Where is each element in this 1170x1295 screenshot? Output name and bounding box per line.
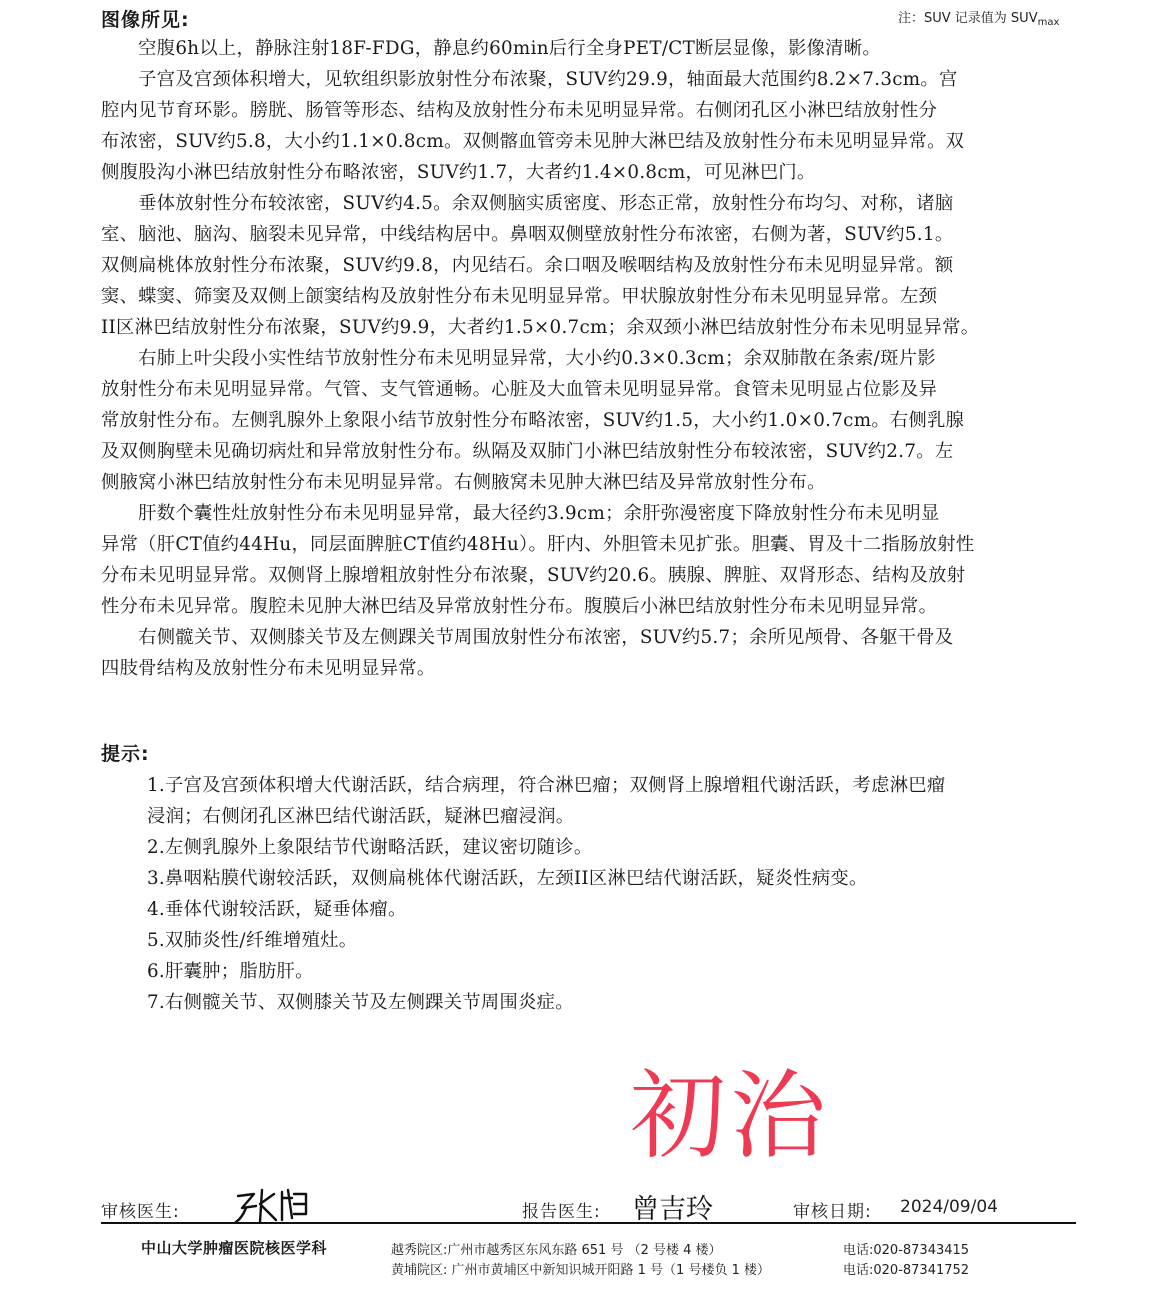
footer-divider	[101, 1222, 1076, 1224]
address-yuexiu: 越秀院区:广州市越秀区东风东路 651 号 （2 号楼 4 楼）	[391, 1243, 722, 1258]
findings-line: 及双侧胸壁未见确切病灶和异常放射性分布。纵隔及双肺门小淋巴结放射性分布较浓密，SUV约2.7。左	[101, 441, 954, 462]
impression-body	[147, 770, 1077, 1018]
suv-note-text: 注：SUV 记录值为 SUV	[898, 11, 1038, 26]
reporter-label: 报告医生:	[522, 1202, 601, 1222]
findings-line: 窦、蝶窦、筛窦及双侧上颌窦结构及放射性分布未见明显异常。甲状腺放射性分布未见明显异常。左颈	[101, 286, 938, 307]
phone-huangpu: 电话:020-87341752	[843, 1263, 970, 1278]
reviewer-label: 审核医生:	[101, 1202, 180, 1222]
impression-line: 浸润；右侧闭孔区淋巴结代谢活跃，疑淋巴瘤浸润。	[147, 806, 575, 827]
suv-note	[898, 7, 1059, 28]
impression-line: 7.右侧髋关节、双侧膝关节及左侧踝关节周围炎症。	[147, 992, 574, 1013]
findings-line: 常放射性分布。左侧乳腺外上象限小结节放射性分布略浓密，SUV约1.5，大小约1.0×0.7cm。右侧乳腺	[101, 410, 965, 431]
impression-line: 2.左侧乳腺外上象限结节代谢略活跃，建议密切随诊。	[147, 837, 593, 858]
findings-line: 双侧扁桃体放射性分布浓聚，SUV约9.8，内见结石。余口咽及喉咽结构及放射性分布未见明显异常。额	[101, 255, 954, 276]
findings-line: 四肢骨结构及放射性分布未见明显异常。	[101, 658, 436, 679]
initial-treatment-stamp: 初治	[630, 1060, 830, 1172]
findings-line: 分布未见明显异常。双侧肾上腺增粗放射性分布浓聚，SUV约20.6。胰腺、脾脏、双肾形态、结构及放射	[101, 565, 966, 586]
impression-line: 5.双肺炎性/纤维增殖灶。	[147, 930, 358, 951]
findings-line: 放射性分布未见明显异常。气管、支气管通畅。心脏及大血管未见明显异常。食管未见明显占位影及异	[101, 379, 938, 400]
review-date-label: 审核日期:	[793, 1202, 872, 1222]
review-date-value: 2024/09/04	[900, 1197, 998, 1217]
findings-line: 右侧髋关节、双侧膝关节及左侧踝关节周围放射性分布浓密，SUV约5.7；余所见颅骨、各躯干骨及	[101, 627, 954, 648]
findings-line: 空腹6h以上，静脉注射18F-FDG，静息约60min后行全身PET/CT断层显像，影像清晰。	[101, 38, 881, 59]
findings-line: 异常（肝CT值约44Hu，同层面脾脏CT值约48Hu）。肝内、外胆管未见扩张。胆囊、胃及十二指肠放射性	[101, 534, 975, 555]
phone-yuexiu: 电话:020-87343415	[843, 1243, 970, 1258]
suv-note-subscript: max	[1037, 17, 1060, 28]
address-huangpu: 黄埔院区: 广州市黄埔区中新知识城开阳路 1 号（1 号楼负 1 楼）	[391, 1263, 770, 1278]
findings-line: 肝数个囊性灶放射性分布未见明显异常，最大径约3.9cm；余肝弥漫密度下降放射性分布未见明显	[101, 503, 940, 524]
impression-line: 1.子宫及宫颈体积增大代谢活跃，结合病理，符合淋巴瘤；双侧肾上腺增粗代谢活跃，考虑淋巴瘤	[147, 775, 946, 796]
findings-body	[101, 33, 1081, 684]
impression-line: 3.鼻咽粘膜代谢较活跃，双侧扁桃体代谢活跃，左颈II区淋巴结代谢活跃，疑炎性病变。	[147, 868, 868, 889]
reporter-name: 曾吉玲	[632, 1194, 713, 1225]
findings-line: 腔内见节育环影。膀胱、肠管等形态、结构及放射性分布未见明显异常。右侧闭孔区小淋巴结放射性分	[101, 100, 938, 121]
impression-title: 提示:	[101, 743, 150, 765]
impression-line: 4.垂体代谢较活跃，疑垂体瘤。	[147, 899, 407, 920]
findings-line: 侧腹股沟小淋巴结放射性分布略浓密，SUV约1.7，大者约1.4×0.8cm，可见淋巴门。	[101, 162, 816, 183]
findings-line: 子宫及宫颈体积增大，见软组织影放射性分布浓聚，SUV约29.9，轴面最大范围约8.2×7.3cm。宫	[101, 69, 958, 90]
findings-line: 室、脑池、脑沟、脑裂未见异常，中线结构居中。鼻咽双侧壁放射性分布浓密，右侧为著，SUV约5.1。	[101, 224, 954, 245]
findings-line: 性分布未见异常。腹腔未见肿大淋巴结及异常放射性分布。腹膜后小淋巴结放射性分布未见明显异常。	[101, 596, 938, 617]
findings-title: 图像所见:	[101, 9, 190, 31]
reviewer-signature	[232, 1184, 312, 1232]
findings-line: 右肺上叶尖段小实性结节放射性分布未见明显异常，大小约0.3×0.3cm；余双肺散在条索/斑片影	[101, 348, 936, 369]
department-name: 中山大学肿瘤医院核医学科	[141, 1239, 328, 1257]
findings-line: II区淋巴结放射性分布浓聚，SUV约9.9，大者约1.5×0.7cm；余双颈小淋巴结放射性分布未见明显异常。	[101, 317, 980, 338]
findings-line: 布浓密，SUV约5.8，大小约1.1×0.8cm。双侧髂血管旁未见肿大淋巴结及放射性分布未见明显异常。双	[101, 131, 965, 152]
findings-line: 垂体放射性分布较浓密，SUV约4.5。余双侧脑实质密度、形态正常，放射性分布均匀、对称，诸脑	[101, 193, 954, 214]
impression-line: 6.肝囊肿；脂肪肝。	[147, 961, 314, 982]
findings-line: 侧腋窝小淋巴结放射性分布未见明显异常。右侧腋窝未见肿大淋巴结及异常放射性分布。	[101, 472, 826, 493]
